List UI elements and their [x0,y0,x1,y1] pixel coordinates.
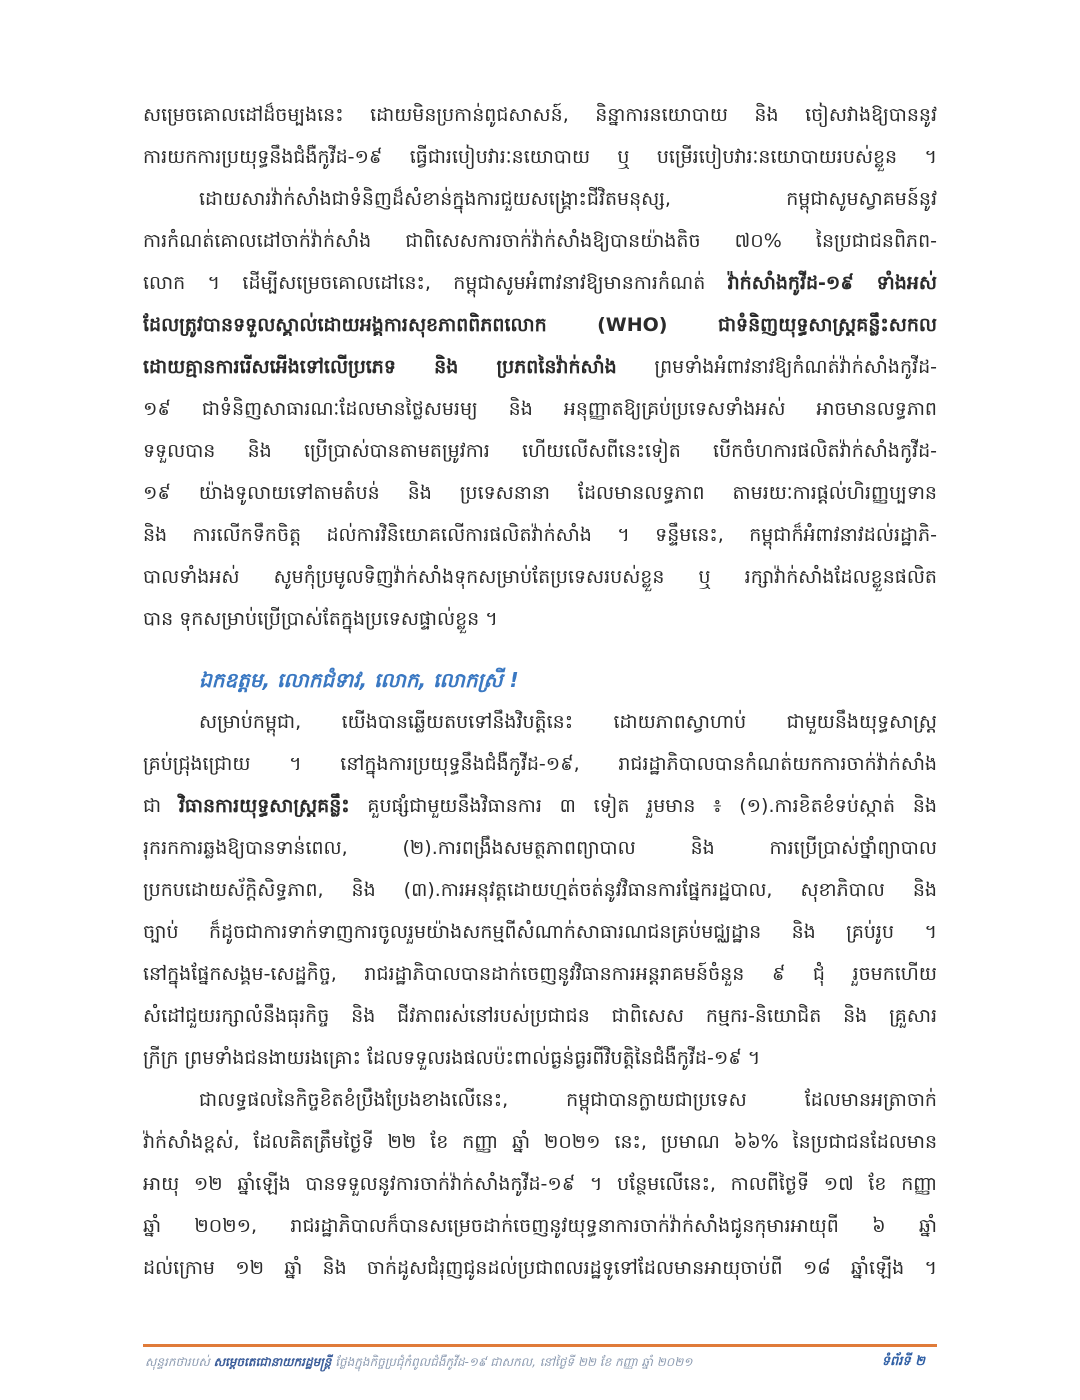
body-line: និង ការលើកទឹកចិត្ត ដល់ការវិនិយោគលើការផលិតវ៉ាក់សាំង ។ ទន្ទឹមនេះ, កម្ពុជាក៏អំពាវនាវដល់រដ្ឋាភិ- [143,524,937,546]
body-line: អាយុ ១២ ឆ្នាំឡើង បានទទួលនូវការចាក់វ៉ាក់សាំងកូវីដ-១៩ ។ បន្ថែមលើនេះ, កាលពីថ្ងៃទី ១៧ ខែ កញ្ញា [143,1173,937,1195]
body-line: សំដៅជួយរក្សាលំនឹងធុរកិច្ច និង ជីវភាពរស់នៅរបស់ប្រជាជន ជាពិសេស កម្មករ-និយោជិត និង គ្រួសារ [143,1005,937,1027]
body-line: សម្រេចគោលដៅដ៏ចម្បងនេះ ដោយមិនប្រកាន់ពូជសាសន៍, និន្នាការនយោបាយ និង ចៀសវាងឱ្យបាននូវ [143,104,937,126]
bold-phrase: ដែលត្រូវបានទទួលស្គាល់ដោយអង្គការសុខភាពពិភពលោក (WHO) ជាទំនិញយុទ្ធសាស្ត្រគន្លឹះសកល [143,314,937,336]
body-line: ១៩ យ៉ាងទូលាយទៅតាមតំបន់ និង ប្រទេសនានា ដែលមានលទ្ធភាព តាមរយៈការផ្ដល់ហិរញ្ញប្បទាន [143,482,937,504]
body-line: វ៉ាក់សាំងខ្ពស់, ដែលគិតត្រឹមថ្ងៃទី ២២ ខែ កញ្ញា ឆ្នាំ ២០២១ នេះ, ប្រមាណ ៦៦% នៃប្រជាជនដែលមាន [143,1131,937,1153]
body-line [143,346,937,388]
body-line: បាន ទុកសម្រាប់ប្រើប្រាស់តែក្នុងប្រទេសផ្ទាល់ខ្លួន ។ [143,608,498,630]
body-line: ដល់ក្រោម ១២ ឆ្នាំ និង ចាក់ដូសជំរុញជូនដល់ប្រជាពលរដ្ឋទូទៅដែលមានអាយុចាប់ពី ១៨ ឆ្នាំឡើង ។ [143,1257,937,1279]
body-line: រុករកការឆ្លងឱ្យបានទាន់ពេល, (២).ការពង្រឹងសមត្ថភាពព្យាបាល និង ការប្រើប្រាស់ថ្នាំព្យាបាល [143,837,937,859]
greeting-heading: ឯកឧត្តម, លោកជំទាវ, លោក, លោកស្រី ! [199,668,519,692]
body-line: ឆ្នាំ ២០២១, រាជរដ្ឋាភិបាលក៏បានសម្រេចដាក់ចេញនូវយុទ្ធនាការចាក់វ៉ាក់សាំងជូនកុមារអាយុពី ៦ ឆ្នាំ [143,1215,937,1237]
footer-rule [143,1344,937,1347]
body-line: ប្រកបដោយស័ក្តិសិទ្ធភាព, និង (៣).ការអនុវត្តដោយហ្មត់ចត់នូវវិធានការផ្នែករដ្ឋបាល, សុខាភិបាល និង [143,879,937,901]
body-line: ទទួលបាន និង ប្រើប្រាស់បានតាមតម្រូវការ ហើយលើសពីនេះទៀត បើកចំហការផលិតវ៉ាក់សាំងកូវីដ- [143,440,937,462]
bold-phrase: វិធានការយុទ្ធសាស្ត្រគន្លឹះ [178,795,350,817]
body-line: ច្បាប់ ក៏ដូចជាការទាក់ទាញការចូលរួមយ៉ាងសកម្មពីសំណាក់សាធារណជនគ្រប់មជ្ឈដ្ឋាន និង គ្រប់រូប ។ [143,921,937,943]
body-line: ដោយសារវ៉ាក់សាំងជាទំនិញដ៏សំខាន់ក្នុងការជួយសង្គ្រោះជីវិតមនុស្ស, កម្ពុជាសូមស្វាគមន៍នូវ [199,188,937,210]
page-number: ទំព័រទី ២ [881,1354,925,1369]
body-line: សម្រាប់កម្ពុជា, យើងបានឆ្លើយតបទៅនឹងវិបត្តិនេះ ដោយភាពស្វាហាប់ ជាមួយនឹងយុទ្ធសាស្ត្រ [199,711,937,733]
body-line: ១៩ ជាទំនិញសាធារណៈដែលមានថ្លៃសមរម្យ និង អនុញ្ញាតឱ្យគ្រប់ប្រទេសទាំងអស់ អាចមានលទ្ធភាព [143,398,937,420]
footer-suffix: ថ្លែងក្នុងកិច្ចប្រជុំកំពូលជំងឺកូវីដ-១៩ ជាសកល, នៅថ្ងៃទី ២២ ខែ កញ្ញា ឆ្នាំ ២០២១ [331,1355,693,1369]
body-text: ព្រមទាំងអំពាវនាវឱ្យកំណត់វ៉ាក់សាំងកូវីដ- [616,356,937,378]
body-text: គួបផ្សំជាមួយនឹងវិធានការ ៣ ទៀត រួមមាន ៖ (១).ការខិតខំទប់ស្កាត់ និង [349,795,937,817]
body-text-block [143,94,937,1289]
body-line: បាលទាំងអស់ សូមកុំប្រមូលទិញវ៉ាក់សាំងទុកសម្រាប់តែប្រទេសរបស់ខ្លួន ឬ រក្សាវ៉ាក់សាំងដែលខ្លួនផលិត [143,566,937,588]
body-text: លោក ។ ដើម្បីសម្រេចគោលដៅនេះ, កម្ពុជាសូមអំពាវនាវឱ្យមានការកំណត់ [143,272,728,294]
body-line: គ្រប់ជ្រុងជ្រោយ ។ នៅក្នុងការប្រយុទ្ធនឹងជំងឺកូវីដ-១៩, រាជរដ្ឋាភិបាលបានកំណត់យកការចាក់វ៉ាក់សាំង [143,753,937,775]
body-line: ជាលទ្ធផលនៃកិច្ចខិតខំប្រឹងប្រែងខាងលើនេះ, កម្ពុជាបានក្លាយជាប្រទេស ដែលមានអត្រាចាក់ [199,1089,937,1111]
body-line [143,262,937,304]
footer-speaker: សម្តេចតេជោនាយករដ្ឋមន្ត្រី [213,1355,332,1369]
body-line: នៅក្នុងផ្នែកសង្គម-សេដ្ឋកិច្ច, រាជរដ្ឋាភិបាលបានដាក់ចេញនូវវិធានការអន្តរាគមន៍ចំនួន ៩ ជុំ រួចមកហើយ [143,963,937,985]
bold-phrase: វ៉ាក់សាំងកូវីដ-១៩ ទាំងអស់ [727,272,937,294]
body-line: ក្រីក្រ ព្រមទាំងជនងាយរងគ្រោះ ដែលទទួលរងផលប៉ះពាល់ធ្ងន់ធ្ងរពីវិបត្តិនៃជំងឺកូវីដ-១៩ ។ [143,1047,761,1069]
footer-prefix: សុន្ទរកថារបស់ [145,1355,214,1369]
bold-phrase: ដោយគ្មានការរើសអើងទៅលើប្រភេទ និង ប្រភពនៃវ៉ាក់សាំង [143,356,617,378]
body-line: ការយកការប្រយុទ្ធនឹងជំងឺកូវីដ-១៩ ធ្វើជារបៀបវារៈនយោបាយ ឬ បម្រើរបៀបវារៈនយោបាយរបស់ខ្លួន ។ [143,146,937,168]
body-text: ជា [143,795,179,817]
body-line [143,304,937,346]
body-line [143,785,937,827]
footer-caption [145,1352,825,1372]
body-line: ការកំណត់គោលដៅចាក់វ៉ាក់សាំង ជាពិសេសការចាក់វ៉ាក់សាំងឱ្យបានយ៉ាងតិច ៧០% នៃប្រជាជនពិភព- [143,230,937,252]
